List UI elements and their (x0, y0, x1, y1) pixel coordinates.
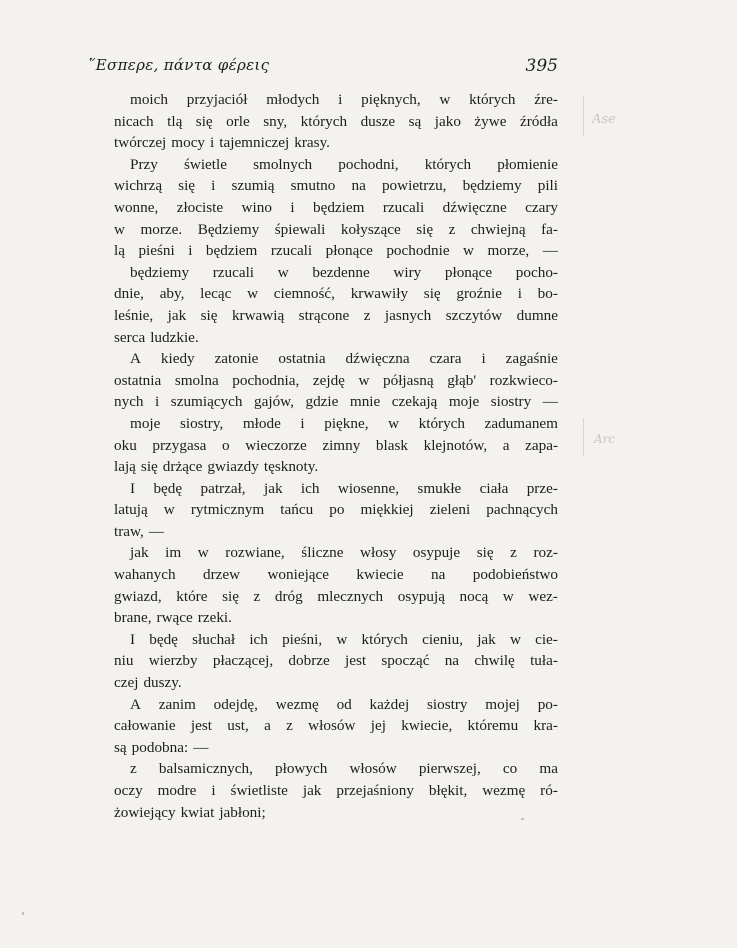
word: śpiewali (274, 220, 326, 238)
word: w (358, 371, 370, 389)
word: a (502, 436, 510, 454)
word: kra- (533, 717, 558, 735)
word: młode (242, 414, 281, 432)
text-line (114, 283, 558, 305)
word: kołyszące (340, 220, 401, 238)
word: zadumanem (484, 414, 558, 432)
word: zatonie (214, 350, 259, 368)
word: Będziemy (197, 220, 260, 238)
word: co (502, 760, 518, 778)
word: gdzie (305, 393, 339, 411)
word: strącone (298, 306, 350, 324)
margin-stroke (583, 418, 584, 456)
word: ust, (227, 717, 249, 735)
word: prze- (526, 479, 558, 497)
word: szumią (231, 177, 275, 195)
word: wichrzą (114, 177, 163, 195)
word: dumne (516, 306, 558, 324)
word: półjasną (383, 371, 434, 389)
word: cie- (535, 630, 558, 648)
word: które (176, 587, 208, 605)
word: i (481, 350, 486, 368)
word: rzucali (382, 198, 425, 216)
word: balsamicznych, (158, 760, 253, 778)
word: niu (114, 652, 134, 670)
word: chwilę (474, 652, 515, 670)
word: głąb' (447, 371, 477, 389)
word: i (338, 91, 343, 108)
word: ró- (540, 782, 558, 799)
word: mlecznych (317, 587, 384, 605)
word: których (300, 112, 348, 130)
word: drzew (202, 566, 241, 584)
word: ludzkie. (150, 328, 199, 346)
word: — (542, 393, 558, 411)
word: złociste (176, 198, 224, 216)
text-line (114, 111, 558, 133)
word: moje (448, 393, 480, 411)
word: szczytów (445, 306, 503, 324)
word: każdej (369, 695, 410, 713)
word: czary (525, 198, 558, 216)
word: mojej (485, 695, 520, 713)
word: oku (114, 436, 137, 454)
word: spocząć (381, 652, 430, 670)
word: przejaśniony (336, 782, 414, 799)
word: pachnących (486, 501, 558, 519)
word: ostatnia (114, 371, 162, 389)
word: płonące (444, 263, 493, 281)
word: których (424, 155, 472, 173)
word: wierzby (148, 652, 198, 670)
word: świetliste (230, 782, 288, 799)
word: świetle (183, 155, 227, 173)
word: zapa- (525, 436, 558, 454)
word: wino (241, 198, 272, 216)
text-line (114, 327, 558, 349)
word: źródła (519, 112, 558, 130)
word: wieczorze (245, 436, 307, 454)
word: Przy (130, 155, 158, 173)
word: smutno (290, 177, 336, 195)
word: siostry, (179, 414, 224, 432)
word: piękne, (324, 414, 369, 432)
word: i (188, 242, 193, 260)
word: smolna (174, 371, 219, 389)
word: gwiazdy (207, 458, 259, 476)
word: pieśni, (282, 630, 323, 648)
word: pieśni (138, 242, 175, 260)
word: rzeki. (197, 609, 232, 627)
word: powietrzu, (381, 177, 447, 195)
word: woniejące (267, 566, 330, 584)
word: kwiat (180, 803, 215, 821)
word: sny, (263, 112, 288, 130)
text-line (114, 240, 558, 262)
word: wahanych (114, 566, 176, 584)
word: w (197, 544, 209, 562)
word: klejnotów, (423, 436, 488, 454)
word: włosów (349, 760, 397, 778)
word: serca (114, 328, 146, 346)
paper-speck (521, 818, 524, 820)
word: gwiazd, (114, 587, 162, 605)
word: osypuje (412, 544, 461, 562)
word: są (408, 112, 422, 130)
word: po- (537, 695, 558, 713)
text-line (114, 348, 558, 370)
word: kwiecie, (401, 717, 453, 735)
word: pierwszej, (418, 760, 481, 778)
word: w (247, 285, 259, 303)
word: wezmę (275, 695, 319, 713)
text-line (114, 694, 558, 716)
margin-note: Ase (592, 112, 616, 127)
word: płaczącej, (212, 652, 274, 670)
word: groźnie (456, 285, 502, 303)
text-line (114, 154, 558, 176)
margin-note: Arc (594, 432, 616, 446)
word: rzucali (212, 263, 255, 281)
word: w (277, 263, 289, 281)
text-line (114, 737, 558, 759)
word: moje (130, 414, 161, 432)
word: I (130, 630, 136, 648)
word: rytmicznym (190, 501, 265, 519)
word: A (130, 350, 141, 368)
word: zieleni (429, 501, 471, 519)
word: dusze (360, 112, 396, 130)
word: lają (114, 458, 136, 476)
text-line (114, 132, 558, 154)
word: i (155, 393, 160, 411)
word: brane, (114, 609, 152, 627)
word: nych (114, 393, 144, 411)
word: dźwięczne (442, 198, 507, 216)
word: roz- (533, 544, 558, 562)
word: dróg (274, 587, 303, 605)
word: się (195, 112, 213, 130)
word: będziem (205, 242, 258, 260)
word: słuchał (192, 630, 236, 648)
word: tęsknoty. (263, 458, 319, 476)
word: których (361, 630, 408, 648)
word: czej (114, 674, 139, 692)
word: w (439, 91, 451, 108)
word: w (336, 630, 348, 648)
running-head (88, 56, 558, 78)
word: rzucali (270, 242, 313, 260)
text-line (114, 650, 558, 672)
word: z (130, 760, 137, 778)
word: o (221, 436, 230, 454)
word: bezdenne (312, 263, 370, 281)
word: tlą (167, 112, 183, 130)
text-line (114, 564, 558, 586)
text-line (114, 499, 558, 521)
word: pochodni, (338, 155, 399, 173)
word: i (517, 285, 522, 303)
word: ciemność, (273, 285, 335, 303)
word: ich (249, 630, 268, 648)
text-line (114, 219, 558, 241)
word: — (193, 738, 209, 756)
word: przyjaciół (186, 91, 248, 108)
text-line (114, 521, 558, 543)
word: lą (114, 242, 125, 260)
word: czara (429, 350, 462, 368)
word: się (140, 458, 158, 476)
word: dźwięczna (345, 350, 410, 368)
word: będziem (312, 198, 365, 216)
word: jak (167, 306, 187, 324)
text-line (114, 715, 558, 737)
word: mnie (349, 393, 381, 411)
word: zimny (322, 436, 361, 454)
word: ma (539, 760, 558, 778)
word: tańcu (280, 501, 314, 519)
word: krwawiły (350, 285, 409, 303)
word: płonące (325, 242, 373, 260)
word: jabłoni; (219, 803, 266, 821)
word: jasnych (384, 306, 432, 324)
text-line (114, 197, 558, 219)
word: jak (130, 544, 149, 562)
text-line (114, 672, 558, 694)
word: orle (226, 112, 250, 130)
word: pochodnie (386, 242, 450, 260)
word: cieniu, (422, 630, 463, 648)
word: chwiejną (470, 220, 526, 238)
word: młodych (266, 91, 320, 108)
word: z (510, 544, 517, 562)
word: A (130, 695, 141, 713)
word: rwące (156, 609, 193, 627)
word: będę (149, 630, 178, 648)
word: pięknych, (361, 91, 421, 108)
text-line (114, 802, 558, 824)
word: smolnych (253, 155, 313, 173)
text-line (114, 780, 558, 802)
word: płowych (275, 760, 328, 778)
word: dnie, (114, 285, 144, 303)
text-line (114, 758, 558, 780)
word: krwawią (231, 306, 285, 324)
word: krasy. (294, 134, 330, 152)
word: — (542, 242, 558, 260)
text-line (114, 175, 558, 197)
word: modre (157, 782, 197, 799)
word: przygasa (152, 436, 207, 454)
word: rozwiane, (225, 544, 285, 562)
word: się (200, 306, 218, 324)
word: tajemniczej (219, 134, 290, 152)
word: — (148, 522, 164, 540)
word: wez- (528, 587, 558, 605)
word: wonne, (114, 198, 159, 216)
word: całowanie (114, 717, 176, 735)
word: po (329, 501, 345, 519)
word: jak (302, 782, 322, 799)
word: fa- (541, 220, 558, 238)
word: bo- (537, 285, 558, 303)
word: których (418, 414, 466, 432)
word: podobna: (131, 738, 189, 756)
word: błękit, (428, 782, 468, 799)
word: i (290, 198, 295, 216)
word: wezmę (482, 782, 526, 799)
word: siostry (426, 695, 468, 713)
word: patrzał, (200, 479, 246, 497)
word: z (448, 220, 456, 238)
word: moich (130, 91, 168, 108)
word: się (416, 220, 434, 238)
text-line (114, 607, 558, 629)
word: włosów (308, 717, 356, 735)
word: żywe (474, 112, 507, 130)
word: będę (153, 479, 183, 497)
word: płomienie (497, 155, 558, 173)
word: odejdę, (213, 695, 258, 713)
word: drżące (162, 458, 203, 476)
word: i (211, 177, 216, 195)
word: pocho- (515, 263, 558, 281)
word: z (363, 306, 371, 324)
text-line (114, 435, 558, 457)
word: wiry (393, 263, 422, 281)
word: któremu (467, 717, 519, 735)
word: są (114, 738, 127, 756)
word: jak (263, 479, 283, 497)
word: z (253, 587, 261, 605)
word: wiosenne, (337, 479, 400, 497)
word: aby, (159, 285, 185, 303)
paper-speck (22, 912, 24, 915)
word: dobrze (288, 652, 330, 670)
word: czekają (391, 393, 438, 411)
word: zagaśnie (505, 350, 558, 368)
text-line (114, 629, 558, 651)
word: jest (190, 717, 212, 735)
text-line (114, 262, 558, 284)
text-line (114, 586, 558, 608)
word: się (178, 177, 196, 195)
word: się (423, 285, 441, 303)
margin-stroke (583, 96, 584, 136)
word: jak (477, 630, 496, 648)
word: w (114, 220, 125, 238)
word: gajów, (254, 393, 294, 411)
text-line (114, 478, 558, 500)
word: i (300, 414, 305, 432)
word: na (351, 177, 366, 195)
word: jest (345, 652, 367, 670)
word: szumiących (170, 393, 243, 411)
word: zanim (158, 695, 196, 713)
word: ciała (479, 479, 509, 497)
text-line (114, 456, 558, 478)
word: w (463, 242, 475, 260)
word: na (444, 652, 460, 670)
word: morze. (140, 220, 183, 238)
word: w (388, 414, 400, 432)
word: lecąc (200, 285, 232, 303)
word: I (130, 479, 136, 497)
word: duszy. (143, 674, 182, 692)
word: leśnie, (114, 306, 154, 324)
page-number: 395 (525, 56, 558, 76)
word: nicach (114, 112, 154, 130)
word: się (222, 587, 239, 605)
word: im (165, 544, 182, 562)
word: i (210, 134, 215, 152)
word: nocą (459, 587, 489, 605)
word: podobieństwo (472, 566, 558, 584)
word: śliczne (301, 544, 344, 562)
word: rozkwieco- (489, 371, 558, 389)
word: pochodnia, (232, 371, 300, 389)
word: kiedy (160, 350, 195, 368)
word: w (502, 587, 514, 605)
word: traw, (114, 522, 144, 540)
word: pili (537, 177, 558, 195)
text-line (114, 370, 558, 392)
word: oczy (114, 782, 143, 799)
word: jako (434, 112, 461, 130)
word: w (163, 501, 175, 519)
word: i (211, 782, 216, 799)
word: ich (300, 479, 320, 497)
word: od (336, 695, 352, 713)
word: miękkiej (360, 501, 414, 519)
body-text (114, 89, 558, 823)
text-line (114, 391, 558, 413)
word: morze, (487, 242, 530, 260)
word: zejdę (312, 371, 345, 389)
word: latują (114, 501, 148, 519)
word: jej (370, 717, 386, 735)
word: się (476, 544, 494, 562)
word: tuła- (530, 652, 558, 670)
word: ostatnia (278, 350, 326, 368)
word: żowiejący (114, 803, 176, 821)
text-line (114, 89, 558, 111)
text-line (114, 413, 558, 435)
word: smukłe (417, 479, 462, 497)
word: źre- (534, 91, 558, 108)
word: będziemy (130, 263, 190, 281)
word: osypują (397, 587, 445, 605)
word: mocy (171, 134, 206, 152)
word: kwiecie (356, 566, 404, 584)
text-line (114, 305, 558, 327)
word: blask (375, 436, 408, 454)
word: a (264, 717, 271, 735)
word: włosy (360, 544, 397, 562)
word: w (509, 630, 521, 648)
running-head-title: ῞Εσπερε, πάντα φέρεις (88, 56, 270, 74)
word: twórczej (114, 134, 167, 152)
word: będziemy (462, 177, 522, 195)
word: na (431, 566, 446, 584)
text-line (114, 542, 558, 564)
word: siostry (490, 393, 532, 411)
word: których (469, 91, 516, 108)
word: z (286, 717, 293, 735)
